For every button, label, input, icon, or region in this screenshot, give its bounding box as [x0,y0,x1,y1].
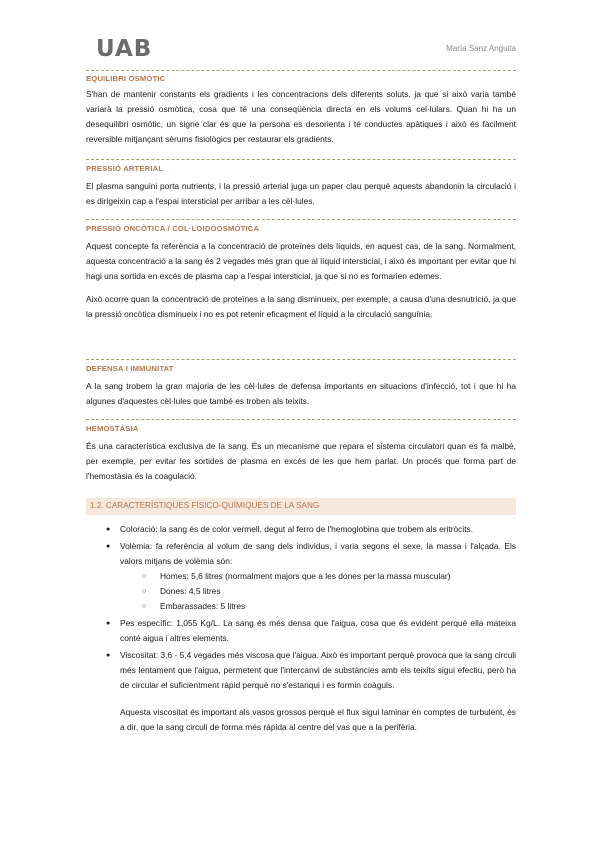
paragraph: És una característica exclusiva de la sang. És un mecanisme que repara el sistema circulatori quan es fa malbé, per exemple, per evitar les sortides de plasma en excés de les que hem parlat. Un procés que forma part de l'hemostàsia és la coagulació. [86,441,516,481]
paragraph: Això ocorre quan la concentració de proteïnes a la sang disminueix, per exemple, a causa d'una desnutrició, ja que la pressió oncòtica disminueix i no es pot retenir eficaçment el líquid a la circulació sanguínia. [86,294,516,319]
list-item-viscositat: ● Viscositat: 3,6 - 5,4 vegades més viscosa que l'aigua. Això és important perquè provoca que la sang circuli més lentament que l'aigua, permetent que l'intercanvi de substàncies amb els teixits sigui efectiu, però ha de circular el suficientment ràpid perquè no s'estanqui i es formin coàguls. [106,650,516,690]
section-title: HEMOSTÀSIA [86,424,139,433]
divider [86,159,516,160]
page-header [86,30,516,64]
section-title: PRESSIÓ ARTERIAL [86,164,164,173]
characteristics-list [86,522,516,735]
section-equilibri-osmotic [86,70,516,147]
bullet-icon: ● [106,620,111,627]
divider [86,359,516,360]
paragraph: A la sang trobem la gran majoria de les cèl·lules de defensa importants en situacions d'infecció, tot i que hi ha algunes d'aquestes cèl·lules que també es troben als teixits. [86,381,516,406]
section-title: EQUILIBRI OSMÒTIC [86,74,166,83]
section-title: DEFENSA I IMMUNITAT [86,364,174,373]
list-item-coloracio: ● Coloració: la sang és de color vermell, degut al ferro de l'hemoglobina que trobem als eritròcits. [86,522,516,537]
paragraph: Aquest concepte fa referència a la concentració de proteïnes dels líquids, en aquest cas, de la sang. Normalment, aquesta concentració a la sang és 2 vegades més gran que al líquid intersticial, i això és important per evitar que hi hagi una sortida en excés de plasma cap a l'espai intersticial, ja que si no es formarien edemes. [86,241,516,281]
uab-logo: UAB [96,36,153,62]
bullet-icon: ● [106,652,111,659]
sub-item-dones: ○ Dones: 4,5 litres [120,584,516,599]
paragraph: S'han de mantenir constants els gradients i les concentracions dels diferents soluts, ja que si això varia també variarà la pressió osmòtica, cosa que té una conseqüència directa en els volums cel·lulars. Quan hi ha un desequilibri osmòtic, un signe clar és que la persona es desorienta i té conductes apàtiques i això és fàcilment reversible mitjançant sèrums fisiològics per restaurar els gradients. [86,89,516,144]
list-item-volemia: ● Volèmia: fa referència al volum de sang dels individus, i varia segons el sexe, la massa i l'alçada. Els valors mitjans de volèmia són: ○ Homes: 5,6 litres (normalment majors que a les dones per la massa muscular) ○ Dones: 4,5 litres ○ Embarassades: 5 litres [86,539,516,614]
section-pressio-arterial [86,159,516,209]
closing-paragraph: Aquesta viscositat és important als vasos grossos perquè el flux sigui laminar en comptes de turbulent, és a dir, que la sang circuli de forma més ràpida al centre del vas que a la perifèria. [120,707,516,732]
sub-item-homes: ○ Homes: 5,6 litres (normalment majors que a les dones per la massa muscular) [120,569,516,584]
section-pressio-oncotica [86,219,516,322]
circle-bullet-icon: ○ [142,573,147,580]
author-name: María Sanz Anguita [446,44,516,53]
subsection-header [86,498,516,515]
bullet-icon: ● [106,543,111,550]
circle-bullet-icon: ○ [142,603,147,610]
list-item-pes-especific: ● Pes específic: 1,055 Kg/L. La sang és més densa que l'aigua, cosa que és evident perquè ella mateixa conté aigua i altres elements. [106,618,516,643]
section-defensa-immunitat [86,359,516,409]
divider [86,70,516,71]
paragraph: El plasma sanguini porta nutrients, i la pressió arterial juga un paper clau perquè aquests abandonin la circulació i es dirigeixin cap a l'espai intersticial per arribar a les cèl·lules. [86,181,516,206]
bullet-icon: ● [106,526,111,533]
divider [86,219,516,220]
sub-item-embarassades: ○ Embarassades: 5 litres [120,599,516,614]
section-hemostasia [86,419,516,484]
section-title: PRESSIÓ ONCÒTICA / COL·LOIDOOSMÒTICA [86,224,260,233]
divider [86,419,516,420]
subsection-title: 1.2. CARACTERÍSTIQUES FÍSICO-QUÍMIQUES DE LA SANG [90,501,320,510]
circle-bullet-icon: ○ [142,588,147,595]
